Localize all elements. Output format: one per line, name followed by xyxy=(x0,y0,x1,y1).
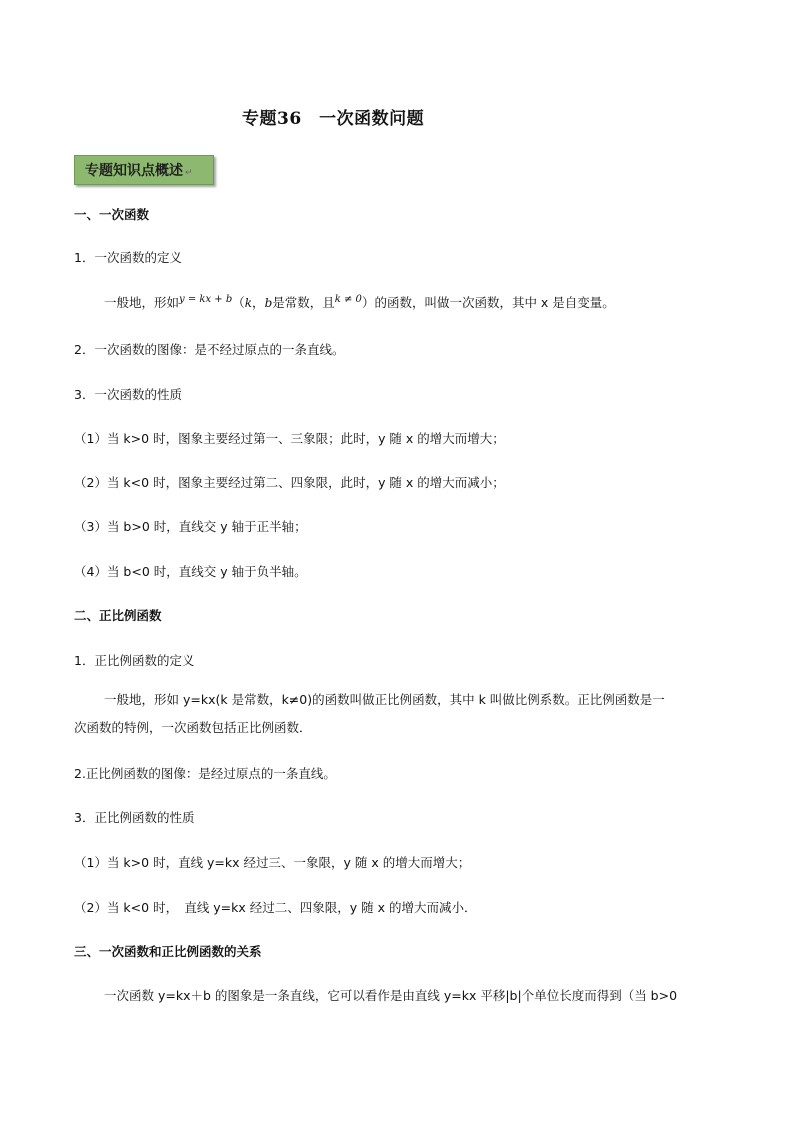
s2-definition-title: 1．正比例函数的定义 xyxy=(74,653,195,668)
s2-graph: 2.正比例函数的图像：是经过原点的一条直线。 xyxy=(74,766,336,781)
s1-definition-title: 1．一次函数的定义 xyxy=(74,250,182,265)
section-heading-2: 二、正比例函数 xyxy=(74,608,162,623)
section-badge xyxy=(74,155,214,185)
var-b: b xyxy=(264,296,273,310)
section-heading-1: 一、一次函数 xyxy=(74,207,150,222)
badge-label: 专题知识点概述 xyxy=(85,163,183,179)
s1-def-const: 是常数，且 xyxy=(272,295,335,310)
s2-property-1: （1）当 k>0 时，直线 y=kx 经过三、一象限，y 随 x 的增大而增大； xyxy=(74,855,471,870)
s1-definition-text xyxy=(104,293,615,311)
s1-property-1: （1）当 k>0 时，图象主要经过第一、三象限；此时，y 随 x 的增大而增大； xyxy=(74,431,505,446)
s2-definition-line-2: 次函数的特例，一次函数包括正比例函数． xyxy=(74,720,312,735)
s1-def-tail: ）的函数，叫做一次函数，其中 x 是自变量。 xyxy=(361,295,615,310)
s1-properties-title: 3．一次函数的性质 xyxy=(74,387,182,402)
paragraph-mark-icon: ↵ xyxy=(185,168,193,178)
s1-property-2: （2）当 k<0 时，图象主要经过第二、四象限，此时，y 随 x 的增大而减小； xyxy=(74,475,505,490)
page-title: 专题36 一次函数问题 xyxy=(242,109,425,129)
s1-def-comma: ， xyxy=(252,295,265,310)
s1-def-open: （ xyxy=(232,295,245,310)
s1-def-lead: 一般地，形如 xyxy=(104,295,180,310)
var-k: k xyxy=(244,296,253,310)
s1-property-3: （3）当 b>0 时，直线交 y 轴于正半轴； xyxy=(74,519,307,534)
s1-graph: 2．一次函数的图像：是不经过原点的一条直线。 xyxy=(74,342,345,357)
formula-k-nonzero: k ≠ 0 xyxy=(334,294,362,305)
s3-paragraph: 一次函数 y=kx＋b 的图象是一条直线，它可以看作是由直线 y=kx 平移|b|个单位长度而得到（当 b>0 xyxy=(104,988,678,1003)
s1-property-4: （4）当 b<0 时，直线交 y 轴于负半轴。 xyxy=(74,564,307,579)
s2-property-2: （2）当 k<0 时， 直线 y=kx 经过二、四象限，y 随 x 的增大而减小． xyxy=(74,900,477,915)
s2-properties-title: 3．正比例函数的性质 xyxy=(74,810,195,825)
section-heading-3: 三、一次函数和正比例函数的关系 xyxy=(74,944,262,959)
formula-linear: y = kx + b xyxy=(179,294,233,305)
s2-definition-line-1: 一般地，形如 y=kx(k 是常数，k≠0)的函数叫做正比例函数，其中 k 叫做比例系数。正比例函数是一 xyxy=(104,692,665,707)
